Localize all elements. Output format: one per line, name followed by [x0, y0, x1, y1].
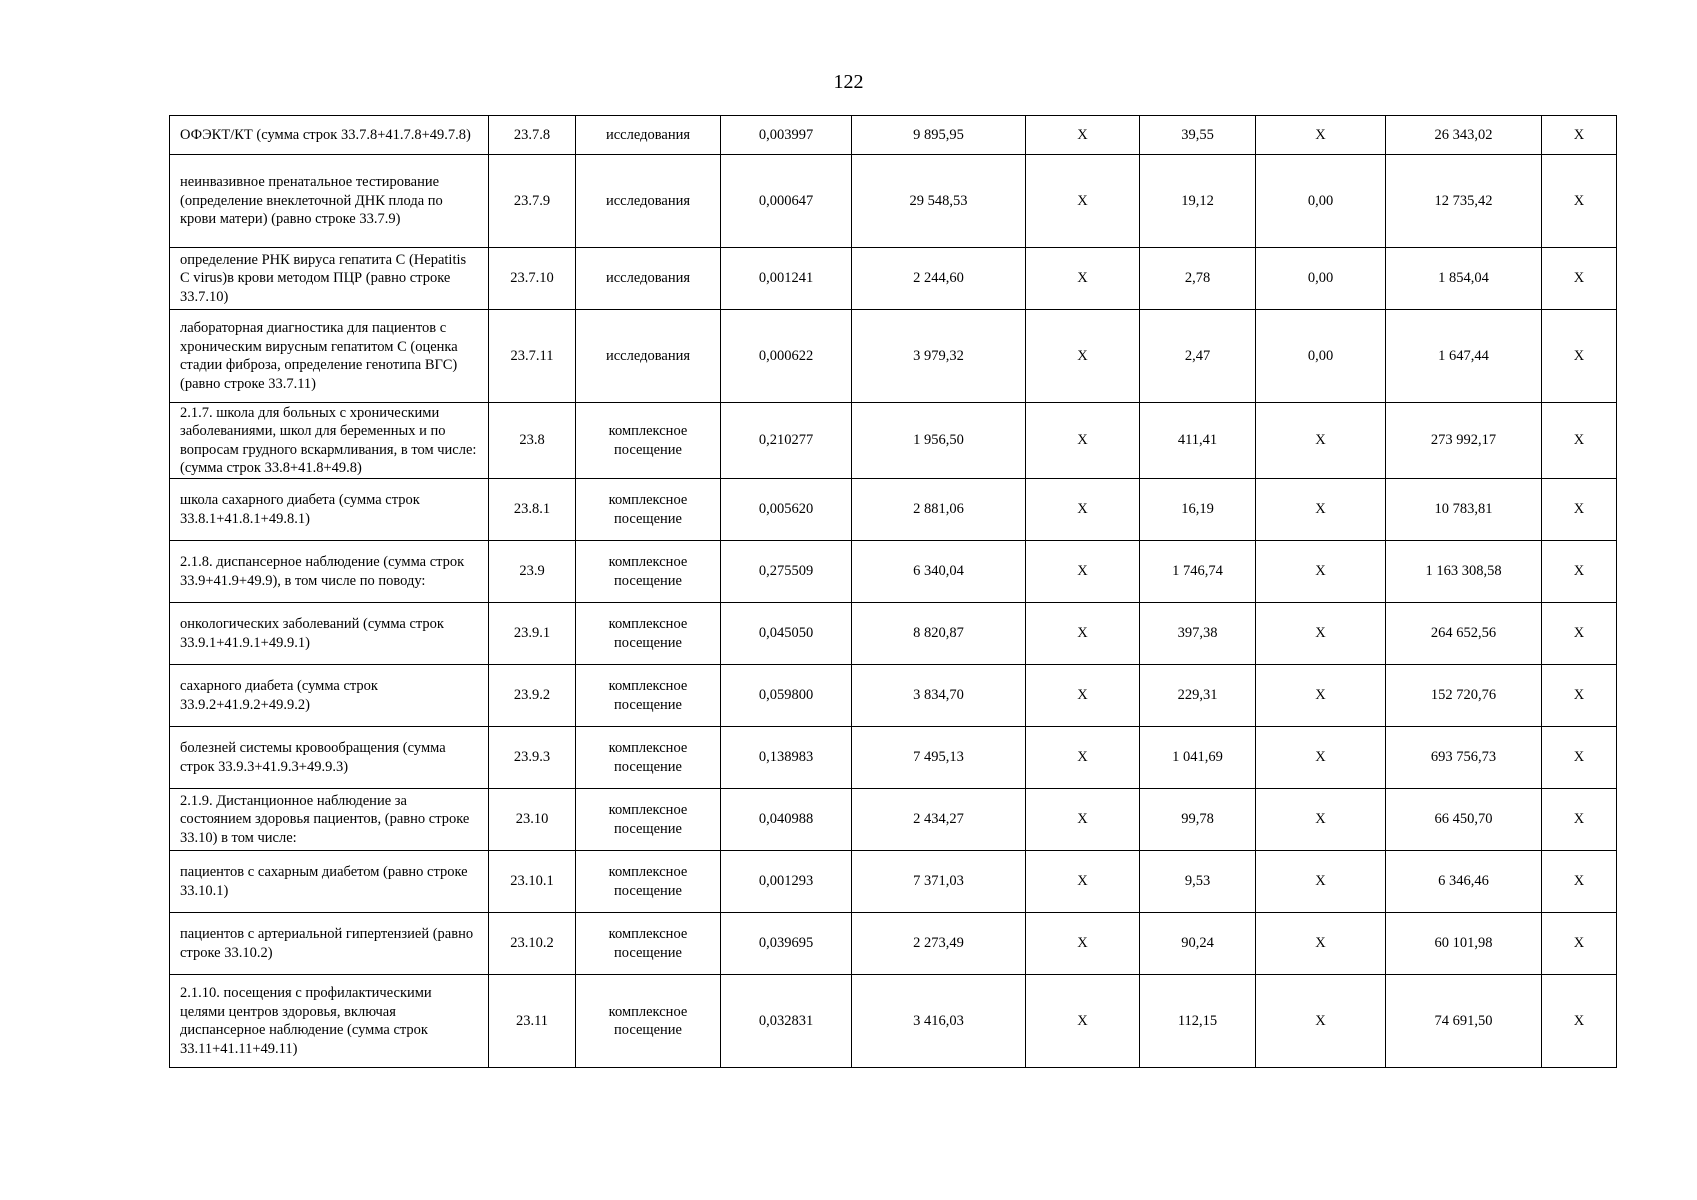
cell-value: 229,31 — [1140, 665, 1256, 727]
cell-value: 0,138983 — [721, 727, 852, 789]
row-number: 23.7.10 — [489, 248, 576, 310]
cell-value: X — [1542, 913, 1617, 975]
table-row — [170, 851, 1617, 913]
cell-value: X — [1026, 116, 1140, 155]
cell-value: X — [1026, 851, 1140, 913]
cell-value: 264 652,56 — [1386, 603, 1542, 665]
table-row — [170, 789, 1617, 851]
cell-value: 2 244,60 — [852, 248, 1026, 310]
row-description: неинвазивное пренатальное тестирование (определение внеклеточной ДНК плода по крови матери) (равно строке 33.7.9) — [170, 155, 489, 248]
row-description: 2.1.8. диспансерное наблюдение (сумма строк 33.9+41.9+49.9), в том числе по поводу: — [170, 541, 489, 603]
cell-value: X — [1256, 541, 1386, 603]
row-number: 23.10.2 — [489, 913, 576, 975]
row-description: 2.1.9. Дистанционное наблюдение за состоянием здоровья пациентов, (равно строке 33.10) в том числе: — [170, 789, 489, 851]
cell-value: 9 895,95 — [852, 116, 1026, 155]
unit-of-measure: комплексное посещение — [576, 479, 721, 541]
cell-value: 16,19 — [1140, 479, 1256, 541]
cell-value: X — [1026, 479, 1140, 541]
unit-of-measure: комплексное посещение — [576, 975, 721, 1068]
cell-value: 3 416,03 — [852, 975, 1026, 1068]
cell-value: 12 735,42 — [1386, 155, 1542, 248]
row-number: 23.9.3 — [489, 727, 576, 789]
cell-value: X — [1026, 727, 1140, 789]
cell-value: 9,53 — [1140, 851, 1256, 913]
cell-value: 39,55 — [1140, 116, 1256, 155]
unit-of-measure: комплексное посещение — [576, 541, 721, 603]
row-description: школа сахарного диабета (сумма строк 33.8.1+41.8.1+49.8.1) — [170, 479, 489, 541]
row-number: 23.8 — [489, 403, 576, 479]
cell-value: X — [1026, 975, 1140, 1068]
cell-value: 0,00 — [1256, 248, 1386, 310]
unit-of-measure: комплексное посещение — [576, 913, 721, 975]
cell-value: 2 434,27 — [852, 789, 1026, 851]
row-number: 23.7.11 — [489, 310, 576, 403]
unit-of-measure: комплексное посещение — [576, 403, 721, 479]
cell-value: X — [1026, 603, 1140, 665]
cell-value: 10 783,81 — [1386, 479, 1542, 541]
page-number: 122 — [833, 71, 864, 93]
unit-of-measure: исследования — [576, 116, 721, 155]
cell-value: X — [1256, 913, 1386, 975]
cell-value: 1 647,44 — [1386, 310, 1542, 403]
table-row — [170, 727, 1617, 789]
cell-value: X — [1256, 603, 1386, 665]
cell-value: 0,001293 — [721, 851, 852, 913]
cell-value: X — [1542, 665, 1617, 727]
cell-value: 0,275509 — [721, 541, 852, 603]
cell-value: X — [1026, 913, 1140, 975]
unit-of-measure: исследования — [576, 310, 721, 403]
row-description: 2.1.10. посещения с профилактическими целями центров здоровья, включая диспансерное наблюдение (сумма строк 33.11+41.11+49.11) — [170, 975, 489, 1068]
cell-value: X — [1026, 541, 1140, 603]
cell-value: 0,003997 — [721, 116, 852, 155]
row-number: 23.7.8 — [489, 116, 576, 155]
row-description: лабораторная диагностика для пациентов с хроническим вирусным гепатитом С (оценка стадии фиброза, определение генотипа ВГС) (равно строке 33.7.11) — [170, 310, 489, 403]
row-number: 23.9.1 — [489, 603, 576, 665]
cell-value: 411,41 — [1140, 403, 1256, 479]
cell-value: 0,032831 — [721, 975, 852, 1068]
cell-value: 0,045050 — [721, 603, 852, 665]
cell-value: 1 854,04 — [1386, 248, 1542, 310]
cell-value: 0,039695 — [721, 913, 852, 975]
table-row — [170, 403, 1617, 479]
cell-value: X — [1542, 727, 1617, 789]
unit-of-measure: исследования — [576, 155, 721, 248]
cell-value: 19,12 — [1140, 155, 1256, 248]
unit-of-measure: комплексное посещение — [576, 727, 721, 789]
row-number: 23.11 — [489, 975, 576, 1068]
cell-value: 74 691,50 — [1386, 975, 1542, 1068]
cell-value: 112,15 — [1140, 975, 1256, 1068]
cell-value: 99,78 — [1140, 789, 1256, 851]
cell-value: 0,000622 — [721, 310, 852, 403]
cell-value: 6 346,46 — [1386, 851, 1542, 913]
cell-value: 3 834,70 — [852, 665, 1026, 727]
table-row — [170, 116, 1617, 155]
cell-value: X — [1542, 603, 1617, 665]
cell-value: X — [1542, 310, 1617, 403]
cell-value: 8 820,87 — [852, 603, 1026, 665]
cell-value: 0,00 — [1256, 155, 1386, 248]
cell-value: X — [1256, 789, 1386, 851]
row-description: определение РНК вируса гепатита C (Hepatitis C virus)в крови методом ПЦР (равно строке 33.7.10) — [170, 248, 489, 310]
cell-value: X — [1026, 310, 1140, 403]
row-number: 23.8.1 — [489, 479, 576, 541]
table-row — [170, 975, 1617, 1068]
cell-value: X — [1256, 665, 1386, 727]
cell-value: X — [1542, 851, 1617, 913]
table-row — [170, 913, 1617, 975]
table-row — [170, 310, 1617, 403]
row-description: онкологических заболеваний (сумма строк 33.9.1+41.9.1+49.9.1) — [170, 603, 489, 665]
row-number: 23.7.9 — [489, 155, 576, 248]
cell-value: X — [1256, 851, 1386, 913]
cell-value: 3 979,32 — [852, 310, 1026, 403]
cell-value: 1 041,69 — [1140, 727, 1256, 789]
row-number: 23.10.1 — [489, 851, 576, 913]
cell-value: 152 720,76 — [1386, 665, 1542, 727]
cell-value: 7 371,03 — [852, 851, 1026, 913]
cell-value: 60 101,98 — [1386, 913, 1542, 975]
unit-of-measure: комплексное посещение — [576, 665, 721, 727]
table-row — [170, 155, 1617, 248]
table-row — [170, 541, 1617, 603]
cell-value: 2,47 — [1140, 310, 1256, 403]
cell-value: 0,000647 — [721, 155, 852, 248]
cell-value: 29 548,53 — [852, 155, 1026, 248]
cell-value: 1 746,74 — [1140, 541, 1256, 603]
unit-of-measure: исследования — [576, 248, 721, 310]
cell-value: 2,78 — [1140, 248, 1256, 310]
cell-value: 7 495,13 — [852, 727, 1026, 789]
table-row — [170, 479, 1617, 541]
cell-value: X — [1542, 403, 1617, 479]
row-description: 2.1.7. школа для больных с хроническими заболеваниями, школ для беременных и по вопросам грудного вскармливания, в том числе: (сумма строк 33.8+41.8+49.8) — [170, 403, 489, 479]
cell-value: 2 273,49 — [852, 913, 1026, 975]
cell-value: X — [1542, 155, 1617, 248]
cell-value: 66 450,70 — [1386, 789, 1542, 851]
cell-value: X — [1542, 116, 1617, 155]
cell-value: X — [1542, 541, 1617, 603]
cell-value: X — [1026, 155, 1140, 248]
cell-value: X — [1256, 403, 1386, 479]
cell-value: X — [1026, 789, 1140, 851]
cell-value: 397,38 — [1140, 603, 1256, 665]
row-description: ОФЭКТ/КТ (сумма строк 33.7.8+41.7.8+49.7.8) — [170, 116, 489, 155]
cell-value: X — [1256, 116, 1386, 155]
cell-value: 693 756,73 — [1386, 727, 1542, 789]
table-row — [170, 248, 1617, 310]
cell-value: 0,210277 — [721, 403, 852, 479]
cell-value: X — [1542, 479, 1617, 541]
cell-value: 0,040988 — [721, 789, 852, 851]
cell-value: 1 163 308,58 — [1386, 541, 1542, 603]
cell-value: 26 343,02 — [1386, 116, 1542, 155]
cell-value: X — [1026, 665, 1140, 727]
unit-of-measure: комплексное посещение — [576, 603, 721, 665]
data-table — [169, 115, 1617, 1068]
unit-of-measure: комплексное посещение — [576, 789, 721, 851]
cell-value: X — [1026, 248, 1140, 310]
row-description: пациентов с артериальной гипертензией (равно строке 33.10.2) — [170, 913, 489, 975]
unit-of-measure: комплексное посещение — [576, 851, 721, 913]
cell-value: 0,00 — [1256, 310, 1386, 403]
row-description: пациентов с сахарным диабетом (равно строке 33.10.1) — [170, 851, 489, 913]
cell-value: 0,001241 — [721, 248, 852, 310]
cell-value: X — [1542, 789, 1617, 851]
row-description: болезней системы кровообращения (сумма строк 33.9.3+41.9.3+49.9.3) — [170, 727, 489, 789]
cell-value: X — [1256, 727, 1386, 789]
row-description: сахарного диабета (сумма строк 33.9.2+41.9.2+49.9.2) — [170, 665, 489, 727]
cell-value: 90,24 — [1140, 913, 1256, 975]
cell-value: X — [1026, 403, 1140, 479]
cell-value: 0,059800 — [721, 665, 852, 727]
cell-value: X — [1256, 479, 1386, 541]
cell-value: X — [1542, 975, 1617, 1068]
cell-value: X — [1542, 248, 1617, 310]
cell-value: X — [1256, 975, 1386, 1068]
row-number: 23.9 — [489, 541, 576, 603]
cell-value: 2 881,06 — [852, 479, 1026, 541]
table-row — [170, 603, 1617, 665]
cell-value: 1 956,50 — [852, 403, 1026, 479]
row-number: 23.10 — [489, 789, 576, 851]
cell-value: 0,005620 — [721, 479, 852, 541]
table-row — [170, 665, 1617, 727]
row-number: 23.9.2 — [489, 665, 576, 727]
cell-value: 6 340,04 — [852, 541, 1026, 603]
cell-value: 273 992,17 — [1386, 403, 1542, 479]
